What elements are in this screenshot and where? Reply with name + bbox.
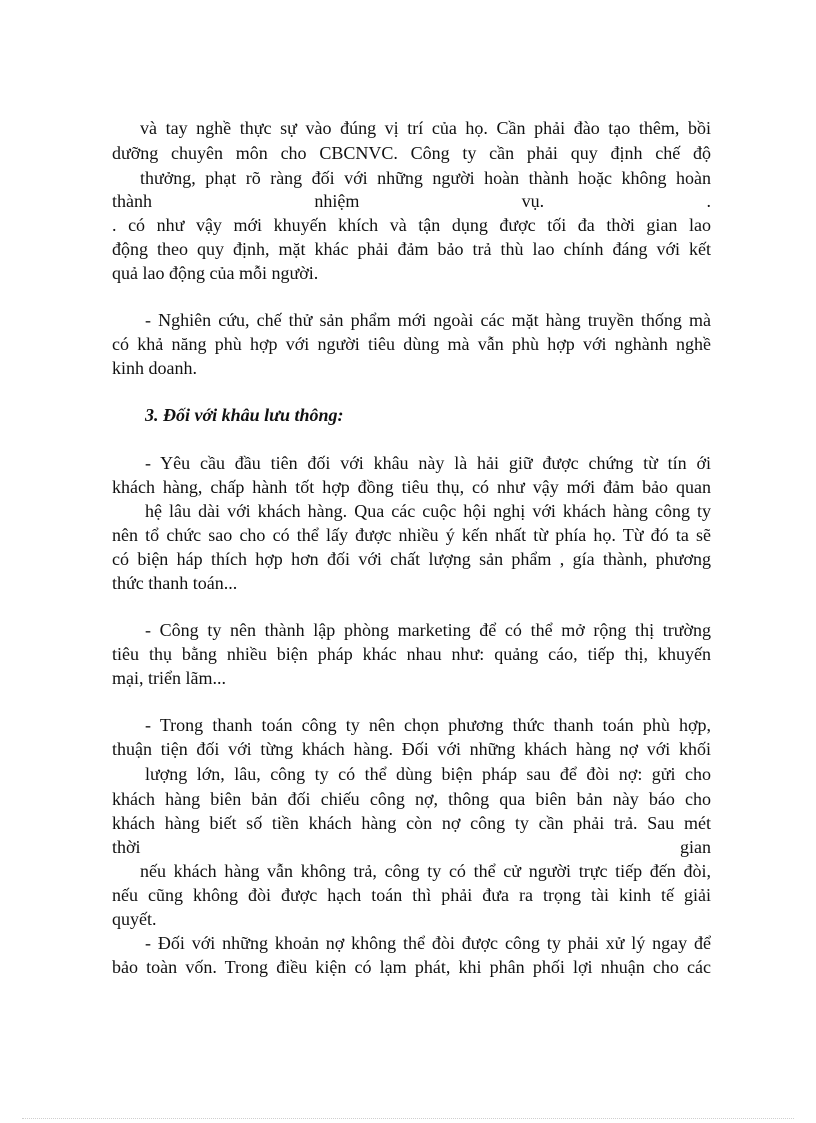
paragraph-line: quả lao động của mỗi người. [112, 263, 319, 283]
paragraph-line: khách hàng, chấp hành tốt hợp đồng tiêu thụ, có như vậy mới đảm bảo quan [112, 477, 711, 497]
paragraph-line: thành nhiệm vụ. . [112, 191, 711, 211]
paragraph-line: thức thanh toán... [112, 573, 238, 593]
paragraph-line: quyết. [112, 909, 157, 929]
paragraph-line: - Trong thanh toán công ty nên chọn phương thức thanh toán phù hợp, [145, 715, 711, 735]
paragraph-line: có khả năng phù hợp với người tiêu dùng mà vẫn phù hợp với nghành nghề [112, 334, 711, 354]
paragraph-line: nếu khách hàng vẫn không trả, công ty có thể cử người trực tiếp đến đòi, [140, 861, 711, 881]
paragraph-line: có biện háp thích hợp hơn đối với chất lượng sản phẩm , gía thành, phương [112, 549, 711, 569]
paragraph-line: . có như vậy mới khuyến khích và tận dụng được tối đa thời gian lao [112, 215, 711, 235]
paragraph-line: hệ lâu dài với khách hàng. Qua các cuộc hội nghị với khách hàng công ty [145, 501, 711, 521]
paragraph-line: dưỡng chuyên môn cho CBCNVC. Công ty cần phải quy định chế độ [112, 143, 711, 163]
paragraph-line: tiêu thụ bằng nhiều biện pháp khác nhau như: quảng cáo, tiếp thị, khuyến [112, 644, 711, 664]
paragraph-line: - Đối với những khoản nợ không thể đòi được công ty phải xử lý ngay để [145, 933, 711, 953]
paragraph-line: - Nghiên cứu, chế thử sản phẩm mới ngoài các mặt hàng truyền thống mà [145, 310, 711, 330]
paragraph-line: thời gian [112, 837, 711, 857]
paragraph-line: lượng lớn, lâu, công ty có thể dùng biện pháp sau để đòi nợ: gửi cho [145, 764, 711, 784]
paragraph-line: mại, triển lãm... [112, 668, 226, 688]
section-heading: 3. Đối với khâu lưu thông: [145, 405, 344, 425]
paragraph-line: bảo toàn vốn. Trong điều kiện có lạm phát, khi phân phối lợi nhuận cho các [112, 957, 711, 977]
paragraph-line: nên tổ chức sao cho có thể lấy được nhiều ý kến nhất từ phía họ. Từ đó ta sẽ [112, 525, 711, 545]
paragraph-line: động theo quy định, mặt khác phải đảm bảo trả thù lao chính đáng với kết [112, 239, 711, 259]
paragraph-line: thưởng, phạt rõ ràng đối với những người hoàn thành hoặc không hoàn [140, 168, 711, 188]
paragraph-line: - Công ty nên thành lập phòng marketing để có thể mở rộng thị trường [145, 620, 711, 640]
page-bottom-divider [22, 1118, 794, 1119]
paragraph-line: khách hàng biên bản đối chiếu công nợ, thông qua biên bản này báo cho [112, 789, 711, 809]
paragraph-line: - Yêu cầu đầu tiên đối với khâu này là hải giữ được chứng từ tín ới [145, 453, 711, 473]
paragraph-line: kinh doanh. [112, 358, 197, 378]
paragraph-line: khách hàng biết số tiền khách hàng còn nợ công ty cần phải trả. Sau mét [112, 813, 711, 833]
paragraph-line: thuận tiện đối với từng khách hàng. Đối với những khách hàng nợ với khối [112, 739, 711, 759]
paragraph-line: và tay nghề thực sự vào đúng vị trí của họ. Cần phải đào tạo thêm, bồi [140, 118, 711, 138]
paragraph-line: nếu cũng không đòi được hạch toán thì phải đưa ra trọng tài kinh tế giải [112, 885, 711, 905]
